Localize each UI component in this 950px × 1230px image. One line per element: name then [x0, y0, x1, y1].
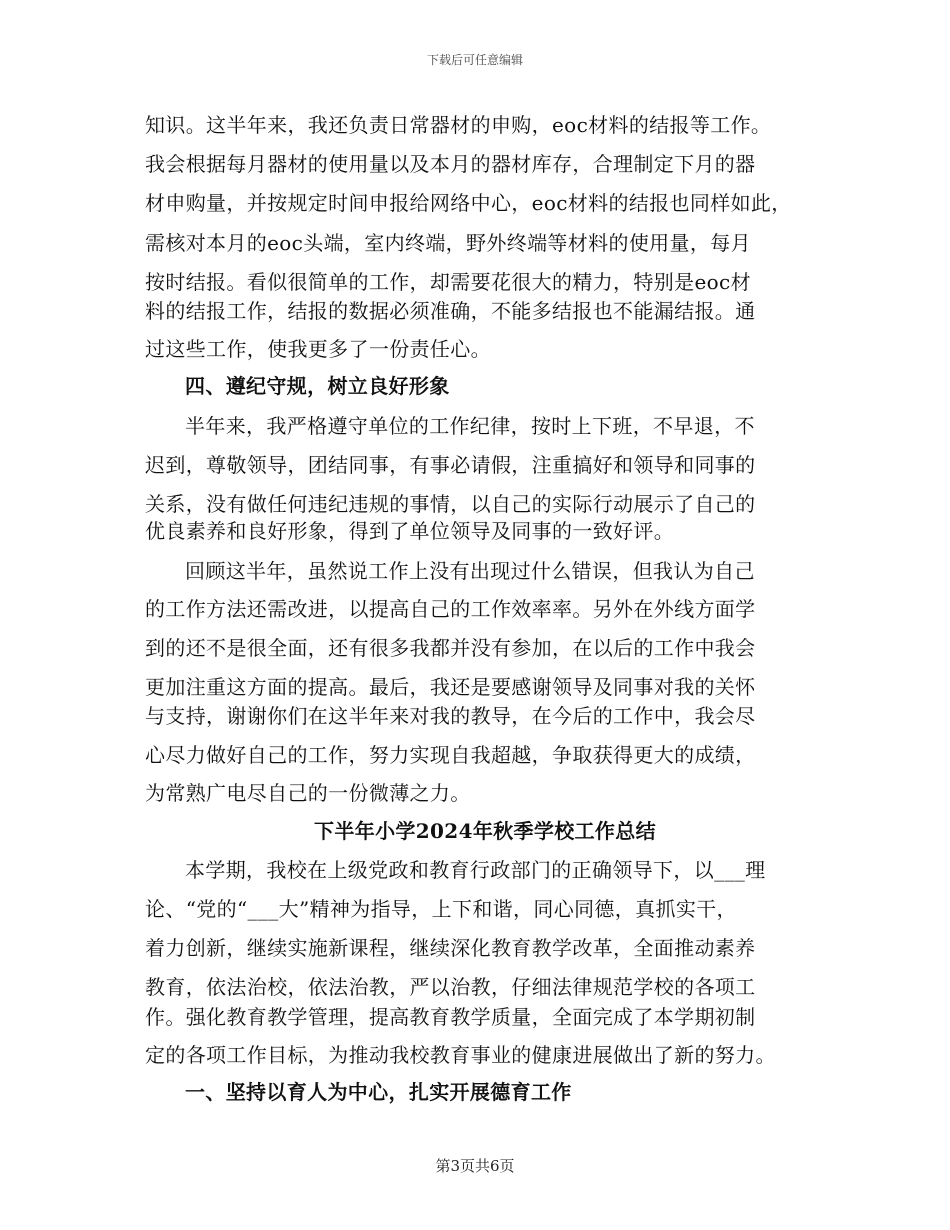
body-line: 教育，依法治校，依法治教，严以治教，仔细法律规范学校的各项工	[145, 975, 756, 999]
body-line: 为常熟广电尽自己的一份微薄之力。	[145, 781, 471, 805]
body-line: 回顾这半年，虽然说工作上没有出现过什么错误，但我认为自己	[185, 559, 755, 583]
body-line: 论、“党的“___大”精神为指导，上下和谐，同心同德，真抓实干，	[145, 897, 737, 921]
body-line: 心尽力做好自己的工作，努力实现自我超越，争取获得更大的成绩，	[145, 743, 756, 767]
body-line: 作。强化教育教学管理，提高教育教学质量，全面完成了本学期初制	[145, 1005, 756, 1029]
section-heading: 四、遵纪守规，树立良好形象	[185, 374, 450, 398]
body-line: 着力创新，继续实施新课程，继续深化教育教学改革，全面推动素养	[145, 936, 756, 960]
page-footer-number: 第3页共6页	[435, 1157, 515, 1175]
body-line: 料的结报工作，结报的数据必须准确，不能多结报也不能漏结报。通	[145, 299, 756, 323]
body-line: 定的各项工作目标，为推动我校教育事业的健康进展做出了新的努力。	[145, 1043, 776, 1067]
body-line: 我会根据每月器材的使用量以及本月的器材库存，合理制定下月的器	[145, 152, 756, 176]
body-line: 的工作方法还需改进，以提高自己的工作效率率。另外在外线方面学	[145, 597, 756, 621]
body-line: 按时结报。看似很简单的工作，却需要花很大的精力，特别是eoc材	[145, 270, 751, 294]
body-line: 优良素养和良好形象，得到了单位领导及同事的一致好评。	[145, 519, 675, 543]
document-title: 下半年小学2024年秋季学校工作总结	[314, 819, 656, 843]
body-line: 迟到，尊敬领导，团结同事，有事必请假，注重搞好和领导和同事的	[145, 453, 756, 477]
body-line: 需核对本月的eoc头端，室内终端，野外终端等材料的使用量，每月	[145, 231, 751, 255]
section-heading: 一、坚持以育人为中心，扎实开展德育工作	[185, 1080, 572, 1104]
body-line: 材申购量，并按规定时间申报给网络中心，eoc材料的结报也同样如此，	[145, 191, 792, 215]
body-line: 更加注重这方面的提高。最后，我还是要感谢领导及同事对我的关怀	[145, 675, 756, 699]
body-line: 过这些工作，使我更多了一份责任心。	[145, 337, 491, 361]
body-line: 本学期，我校在上级党政和教育行政部门的正确领导下，以___理	[185, 858, 766, 882]
body-line: 与支持，谢谢你们在这半年来对我的教导，在今后的工作中，我会尽	[145, 704, 756, 728]
page-header-note: 下载后可任意编辑	[426, 53, 523, 67]
body-line: 半年来，我严格遵守单位的工作纪律，按时上下班，不早退，不	[185, 414, 755, 438]
body-line: 到的还不是很全面，还有很多我都并没有参加，在以后的工作中我会	[145, 636, 756, 660]
body-line: 关系，没有做任何违纪违规的事情，以自己的实际行动展示了自己的	[145, 492, 756, 516]
body-line: 知识。这半年来，我还负责日常器材的申购，eoc材料的结报等工作。	[145, 113, 772, 137]
